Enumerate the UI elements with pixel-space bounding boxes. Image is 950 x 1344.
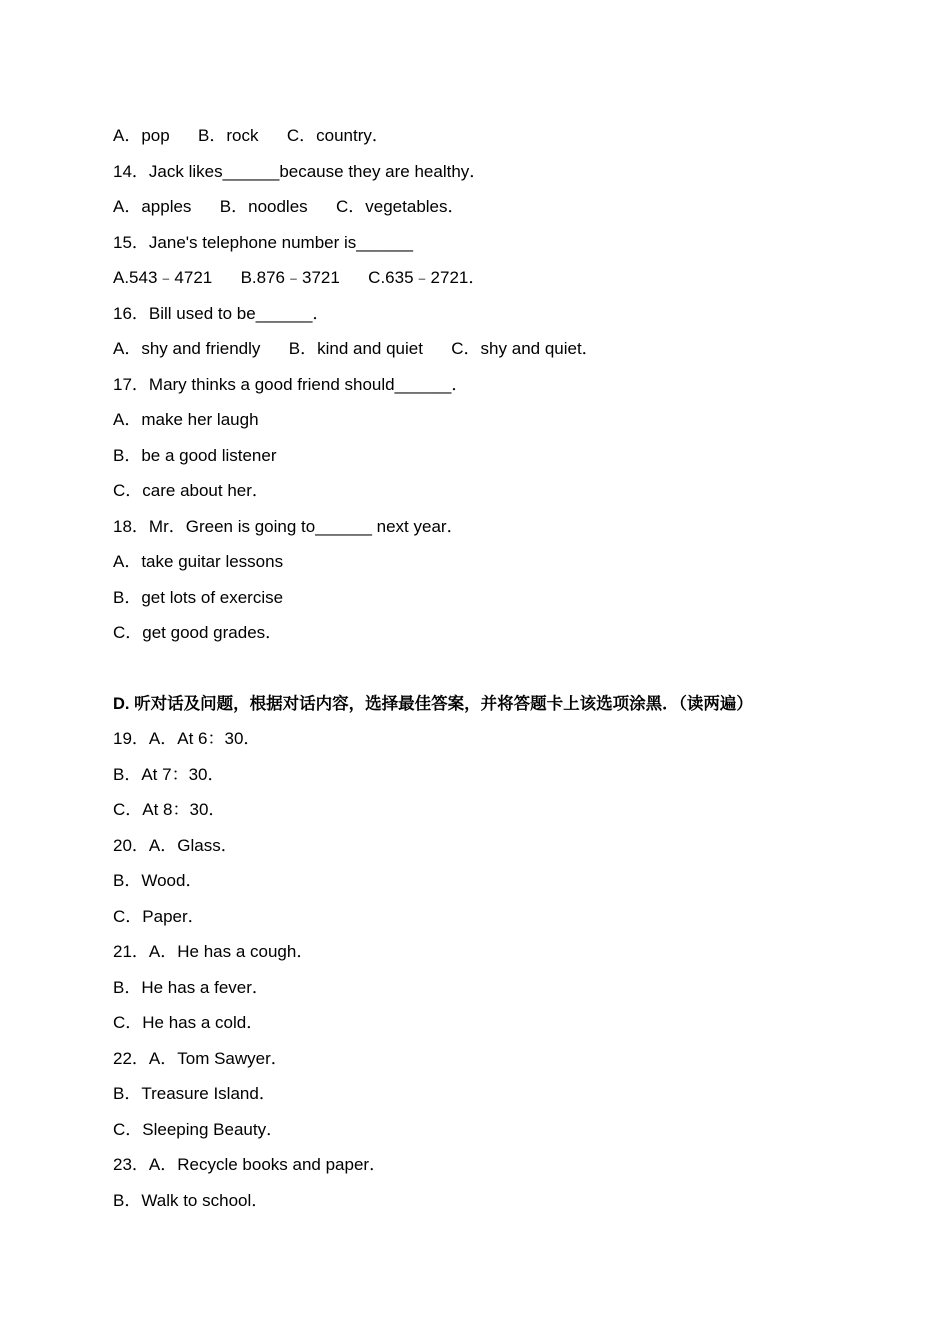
q19-option-a: 19．A．At 6：30． [113,729,261,748]
section-d-heading: D. 听对话及问题，根据对话内容，选择最佳答案，并将答题卡上该选项涂黑．（读两遍） [113,695,753,713]
q23-option-b: B．Walk to school． [113,1191,269,1210]
q20-option-c: C．Paper． [113,907,205,926]
q17-option-b: B．be a good listener [113,446,277,465]
q13-options: A．pop B．rock C．country． [113,126,389,145]
q18-question: 18．Mr．Green is going to______ next year． [113,517,464,536]
q14-question: 14．Jack likes______because they are healthy． [113,162,487,181]
q16-question: 16．Bill used to be______． [113,304,330,323]
q15-options: A.543﹣4721 B.876﹣3721 C.635﹣2721． [113,268,486,287]
q14-options: A．apples B．noodles C．vegetables． [113,197,465,216]
q23-option-a: 23．A．Recycle books and paper． [113,1155,387,1174]
q21-option-c: C．He has a cold． [113,1013,264,1032]
q15-question: 15．Jane's telephone number is______ [113,233,414,252]
q19-option-c: C．At 8：30． [113,800,226,819]
q18-option-a: A．take guitar lessons [113,552,284,571]
q19-option-b: B．At 7：30． [113,765,225,784]
q22-option-b: B．Treasure Island． [113,1084,276,1103]
q20-option-a: 20．A．Glass． [113,836,238,855]
q17-option-c: C．care about her． [113,481,269,500]
q17-option-a: A．make her laugh [113,410,259,429]
q21-option-a: 21．A．He has a cough． [113,942,314,961]
q18-option-b: B．get lots of exercise [113,588,284,607]
q20-option-b: B．Wood． [113,871,203,890]
q22-option-a: 22．A．Tom Sawyer． [113,1049,288,1068]
q18-option-c: C．get good grades． [113,623,283,642]
q22-option-c: C．Sleeping Beauty． [113,1120,284,1139]
q16-options: A．shy and friendly B．kind and quiet C．shy and quiet． [113,339,599,358]
q21-option-b: B．He has a fever． [113,978,269,997]
q17-question: 17．Mary thinks a good friend should______． [113,375,469,394]
